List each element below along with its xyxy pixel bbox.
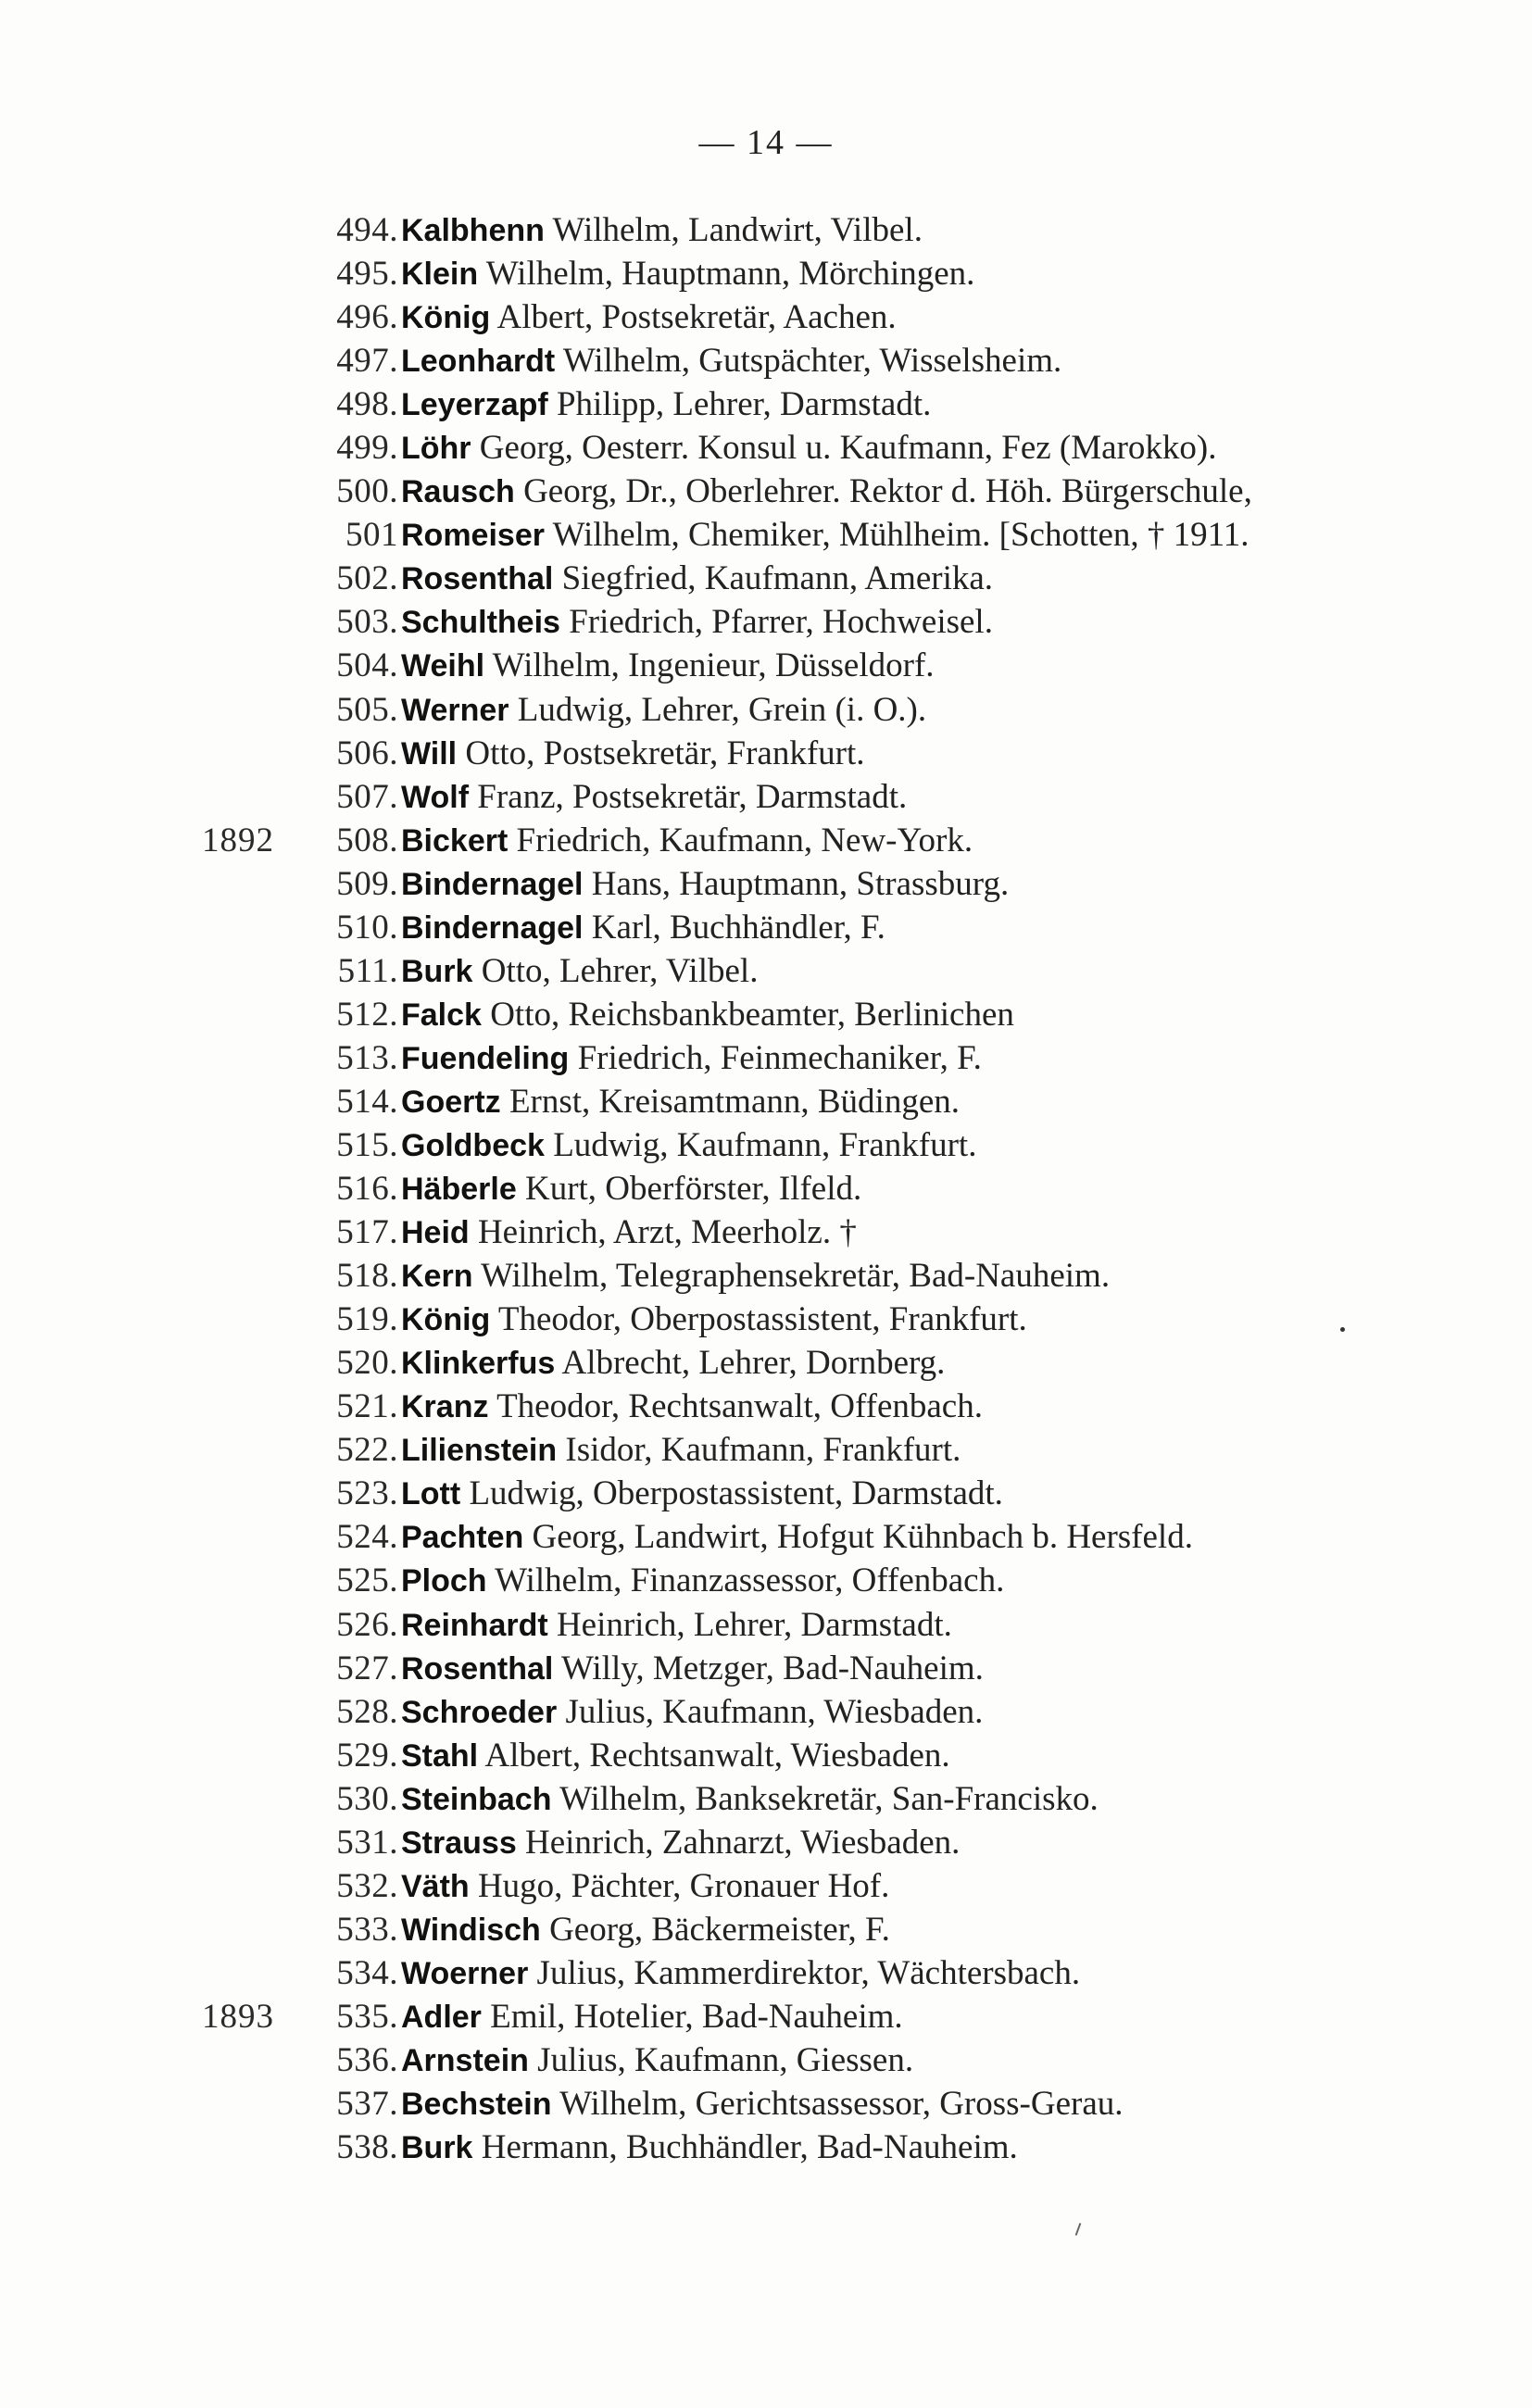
list-item (0, 1995, 1532, 2038)
entry-surname: Lott (401, 1476, 461, 1512)
entry-details: Willy, Metzger, Bad-Nauheim. (560, 1649, 984, 1687)
list-item (0, 1428, 1532, 1472)
entry-details: Siegfried, Kaufmann, Amerika. (561, 559, 994, 598)
entry-surname: Steinbach (401, 1781, 552, 1817)
entry-number: 513. (336, 1038, 398, 1077)
entry-text (401, 993, 1014, 1037)
list-item (0, 2038, 1532, 2082)
entry-text (401, 426, 1216, 470)
entry-text (401, 2126, 1018, 2170)
list-item (0, 1123, 1532, 1167)
entry-details: Ludwig, Kaufmann, Frankfurt. (553, 1125, 977, 1164)
list-item (0, 993, 1532, 1036)
entry-details: Theodor, Oberpostassistent, Frankfurt. (497, 1300, 1027, 1339)
list-item (0, 1472, 1532, 1515)
entry-surname: Bickert (401, 822, 509, 859)
entry-details: Friedrich, Kaufmann, New-York. (516, 821, 973, 859)
entry-text (401, 600, 993, 645)
entry-details: Georg, Dr., Oberlehrer. Rektor d. Höh. Bürgerschule, (523, 472, 1252, 511)
entry-text (401, 1428, 961, 1473)
entry-surname: Pachten (401, 1520, 524, 1556)
list-item (0, 1036, 1532, 1080)
entry-number: 514. (336, 1082, 398, 1121)
entry-number: 518. (336, 1257, 398, 1296)
entry-surname: Kern (401, 1259, 473, 1295)
list-item (0, 1908, 1532, 1951)
list-item (0, 2126, 1532, 2169)
entry-text (401, 295, 897, 340)
entry-number: 526. (336, 1605, 398, 1644)
entry-number: 503. (336, 603, 398, 642)
entry-number: 509. (336, 864, 398, 903)
entry-details: Otto, Postsekretär, Frankfurt. (465, 734, 865, 772)
list-item (0, 1559, 1532, 1602)
entry-text (401, 1864, 889, 1909)
entry-details: Hugo, Pächter, Gronauer Hof. (477, 1866, 890, 1905)
entry-text (401, 1080, 960, 1124)
entry-number: 516. (336, 1170, 398, 1209)
entry-number: 501 (345, 516, 398, 555)
entry-number: 538. (336, 2128, 398, 2167)
entry-text (401, 1821, 960, 1865)
entry-surname: Woerner (401, 1955, 529, 1991)
entry-details: Wilhelm, Ingenieur, Düsseldorf. (492, 646, 935, 685)
entry-details: Wilhelm, Landwirt, Vilbel. (552, 211, 923, 249)
ink-mark (1075, 2223, 1082, 2236)
member-list (0, 208, 1532, 2169)
entry-surname: Heid (401, 1215, 470, 1251)
list-item (0, 1951, 1532, 1995)
entry-text (401, 557, 993, 601)
entry-text (401, 1254, 1110, 1298)
entry-number: 522. (336, 1431, 398, 1470)
list-item (0, 295, 1532, 339)
entry-surname: Rosenthal (401, 561, 554, 597)
entry-details: Wilhelm, Finanzassessor, Offenbach. (495, 1561, 1005, 1600)
entry-details: Ludwig, Oberpostassistent, Darmstadt. (469, 1474, 1003, 1513)
entry-details: Julius, Kammerdirektor, Wächtersbach. (536, 1953, 1081, 1992)
entry-number: 521. (336, 1387, 398, 1426)
list-item (0, 1603, 1532, 1647)
entry-details: Hermann, Buchhändler, Bad-Nauheim. (481, 2128, 1018, 2167)
entry-details: Karl, Buchhändler, F. (591, 908, 885, 947)
entry-number: 494. (336, 211, 398, 249)
entry-number: 531. (336, 1823, 398, 1862)
entry-details: Wilhelm, Banksekretär, San-Francisko. (559, 1779, 1099, 1818)
list-item (0, 732, 1532, 775)
entry-text (401, 383, 931, 427)
entry-text (401, 2038, 913, 2083)
entry-number: 527. (336, 1649, 398, 1687)
list-item (0, 1864, 1532, 1908)
page-number: — 14 — (698, 123, 834, 162)
entry-details: Georg, Landwirt, Hofgut Kühnbach b. Hersfeld. (532, 1518, 1193, 1557)
entry-details: Heinrich, Arzt, Meerholz. † (477, 1213, 857, 1252)
entry-surname: Falck (401, 997, 482, 1033)
entry-number: 511. (337, 951, 398, 990)
entry-details: Hans, Hauptmann, Strassburg. (591, 864, 1010, 903)
entry-surname: Bindernagel (401, 909, 584, 946)
entry-text (401, 1647, 984, 1691)
entry-text (401, 1734, 950, 1778)
entry-number: 508. (336, 821, 398, 859)
list-item (0, 1080, 1532, 1123)
entry-details: Julius, Kaufmann, Giessen. (537, 2040, 914, 2079)
entry-number: 536. (336, 2040, 398, 2079)
entry-text (401, 775, 907, 820)
list-item (0, 470, 1532, 513)
list-item (0, 1515, 1532, 1559)
entry-details: Ludwig, Lehrer, Grein (i. O.). (517, 690, 927, 729)
entry-surname: Weihl (401, 648, 485, 684)
entry-number: 528. (336, 1692, 398, 1731)
entry-number: 499. (336, 429, 398, 468)
entry-number: 496. (336, 298, 398, 337)
entry-details: Wilhelm, Hauptmann, Mörchingen. (485, 255, 975, 294)
list-item (0, 383, 1532, 426)
entry-number: 495. (336, 255, 398, 294)
entry-surname: Windisch (401, 1912, 541, 1948)
entry-text (401, 1036, 982, 1081)
entry-number: 537. (336, 2085, 398, 2124)
entry-number: 507. (336, 777, 398, 816)
entry-number: 532. (336, 1866, 398, 1905)
list-item (0, 426, 1532, 470)
entry-surname: Arnstein (401, 2042, 529, 2078)
entry-number: 523. (336, 1474, 398, 1513)
list-item (0, 2082, 1532, 2126)
entry-text (401, 208, 923, 253)
entry-number: 497. (336, 342, 398, 381)
entry-surname: Klinkerfus (401, 1346, 556, 1382)
list-item (0, 1821, 1532, 1864)
entry-details: Otto, Lehrer, Vilbel. (481, 951, 759, 990)
entry-details: Friedrich, Pfarrer, Hochweisel. (569, 603, 993, 642)
list-item (0, 339, 1532, 383)
entry-number: 529. (336, 1736, 398, 1775)
entry-surname: Adler (401, 1999, 482, 2035)
entry-surname: Leyerzapf (401, 387, 548, 423)
entry-surname: Klein (401, 257, 479, 293)
list-item (0, 1210, 1532, 1254)
entry-text (401, 906, 885, 950)
list-item (0, 208, 1532, 252)
entry-text (401, 470, 1252, 514)
entry-text (401, 644, 935, 688)
entry-number: 515. (336, 1125, 398, 1164)
entry-number: 506. (336, 734, 398, 772)
entry-surname: König (401, 300, 491, 336)
entry-number: 533. (336, 1910, 398, 1949)
entry-details: Philipp, Lehrer, Darmstadt. (556, 385, 932, 424)
entry-details: Georg, Bäckermeister, F. (549, 1910, 890, 1949)
entry-details: Georg, Oesterr. Konsul u. Kaufmann, Fez (Marokko). (479, 429, 1217, 468)
entry-surname: Fuendeling (401, 1040, 570, 1076)
entry-text (401, 1995, 903, 2039)
list-item (0, 862, 1532, 906)
entry-text (401, 732, 865, 776)
entry-text (401, 513, 1249, 558)
entry-surname: Reinhardt (401, 1607, 548, 1643)
entry-number: 517. (336, 1213, 398, 1252)
entry-text (401, 1603, 952, 1648)
entry-details: Theodor, Rechtsanwalt, Offenbach. (496, 1387, 983, 1426)
entry-details: Otto, Reichsbankbeamter, Berlinichen (490, 995, 1014, 1034)
entry-text (401, 339, 1061, 383)
entry-number: 498. (336, 385, 398, 424)
entry-surname: Lilienstein (401, 1433, 558, 1469)
list-item (0, 644, 1532, 687)
list-item (0, 1167, 1532, 1210)
list-item (0, 1647, 1532, 1690)
entry-number: 525. (336, 1561, 398, 1600)
entry-text (401, 1472, 1003, 1516)
entry-text (401, 1515, 1193, 1560)
entry-surname: Burk (401, 953, 473, 989)
entry-surname: Goldbeck (401, 1127, 545, 1163)
ink-speck (1340, 1327, 1345, 1332)
list-item (0, 906, 1532, 949)
entry-details: Wilhelm, Gutspächter, Wisselsheim. (562, 342, 1062, 381)
entry-surname: Ploch (401, 1563, 487, 1599)
list-item (0, 775, 1532, 819)
entry-number: 520. (336, 1344, 398, 1383)
entry-text (401, 862, 1009, 907)
entry-text (401, 2082, 1124, 2126)
list-item (0, 600, 1532, 644)
list-item (0, 819, 1532, 862)
entry-text (401, 1690, 983, 1735)
list-item (0, 688, 1532, 732)
entry-surname: Löhr (401, 431, 471, 467)
entry-details: Kurt, Oberförster, Ilfeld. (524, 1170, 862, 1209)
entry-surname: Burk (401, 2130, 473, 2166)
entry-text (401, 1167, 861, 1211)
entry-surname: König (401, 1302, 491, 1338)
entry-details: Isidor, Kaufmann, Frankfurt. (565, 1431, 961, 1470)
entry-details: Heinrich, Zahnarzt, Wiesbaden. (524, 1823, 961, 1862)
entry-details: Ernst, Kreisamtmann, Büdingen. (509, 1082, 960, 1121)
entry-surname: Häberle (401, 1172, 517, 1208)
entry-surname: Bechstein (401, 2087, 552, 2123)
entry-surname: Schultheis (401, 605, 560, 641)
entry-surname: Romeiser (401, 518, 545, 554)
entry-surname: Bindernagel (401, 866, 584, 902)
entry-text (401, 1908, 890, 1952)
entry-surname: Väth (401, 1868, 470, 1904)
entry-number: 512. (336, 995, 398, 1034)
entry-text (401, 819, 973, 863)
entry-text (401, 1385, 983, 1429)
entry-text (401, 1951, 1080, 1996)
entry-surname: Leonhardt (401, 344, 556, 380)
entry-text (401, 949, 758, 994)
entry-text (401, 1341, 945, 1386)
list-item (0, 557, 1532, 600)
entry-text (401, 688, 926, 733)
entry-number: 524. (336, 1518, 398, 1557)
entry-details: Wilhelm, Telegraphensekretär, Bad-Nauheim. (481, 1257, 1111, 1296)
entry-details: Wilhelm, Gerichtsassessor, Gross-Gerau. (559, 2085, 1124, 2124)
list-item (0, 1690, 1532, 1734)
list-item (0, 1341, 1532, 1385)
entry-text (401, 1298, 1027, 1342)
entry-text (401, 252, 974, 296)
entry-number: 535. (336, 1997, 398, 2036)
entry-number: 534. (336, 1953, 398, 1992)
entry-surname: Wolf (401, 779, 470, 815)
entry-details: Emil, Hotelier, Bad-Nauheim. (490, 1997, 903, 2036)
entry-number: 505. (336, 690, 398, 729)
list-item (0, 1734, 1532, 1777)
entry-surname: Kranz (401, 1389, 489, 1425)
entry-details: Wilhelm, Chemiker, Mühlheim. [Schotten, † 1911. (552, 516, 1249, 555)
entry-details: Albert, Postsekretär, Aachen. (496, 298, 897, 337)
entry-details: Heinrich, Lehrer, Darmstadt. (556, 1605, 952, 1644)
entry-surname: Stahl (401, 1737, 479, 1774)
list-item (0, 513, 1532, 557)
entry-year: 1893 (202, 1997, 274, 2036)
list-item (0, 1254, 1532, 1298)
list-item (0, 1777, 1532, 1821)
list-item (0, 1298, 1532, 1341)
list-item (0, 949, 1532, 993)
list-item (0, 1385, 1532, 1428)
entry-details: Friedrich, Feinmechaniker, F. (577, 1038, 982, 1077)
entry-surname: Werner (401, 692, 509, 728)
entry-surname: Kalbhenn (401, 213, 545, 248)
entry-number: 510. (336, 908, 398, 947)
entry-text (401, 1559, 1004, 1603)
entry-number: 500. (336, 472, 398, 511)
entry-text (401, 1777, 1099, 1822)
entry-number: 502. (336, 559, 398, 598)
list-item (0, 252, 1532, 295)
entry-details: Franz, Postsekretär, Darmstadt. (477, 777, 908, 816)
entry-number: 530. (336, 1779, 398, 1818)
entry-surname: Will (401, 735, 458, 771)
entry-details: Albert, Rechtsanwalt, Wiesbaden. (484, 1736, 950, 1775)
entry-surname: Rausch (401, 474, 515, 510)
entry-text (401, 1123, 976, 1168)
entry-surname: Schroeder (401, 1694, 558, 1730)
entry-details: Albrecht, Lehrer, Dornberg. (561, 1344, 946, 1383)
entry-year: 1892 (202, 821, 274, 859)
entry-surname: Strauss (401, 1825, 517, 1861)
entry-number: 519. (336, 1300, 398, 1339)
entry-surname: Rosenthal (401, 1650, 554, 1687)
entry-surname: Goertz (401, 1084, 501, 1120)
entry-details: Julius, Kaufmann, Wiesbaden. (565, 1692, 984, 1731)
entry-text (401, 1210, 857, 1255)
entry-number: 504. (336, 646, 398, 685)
